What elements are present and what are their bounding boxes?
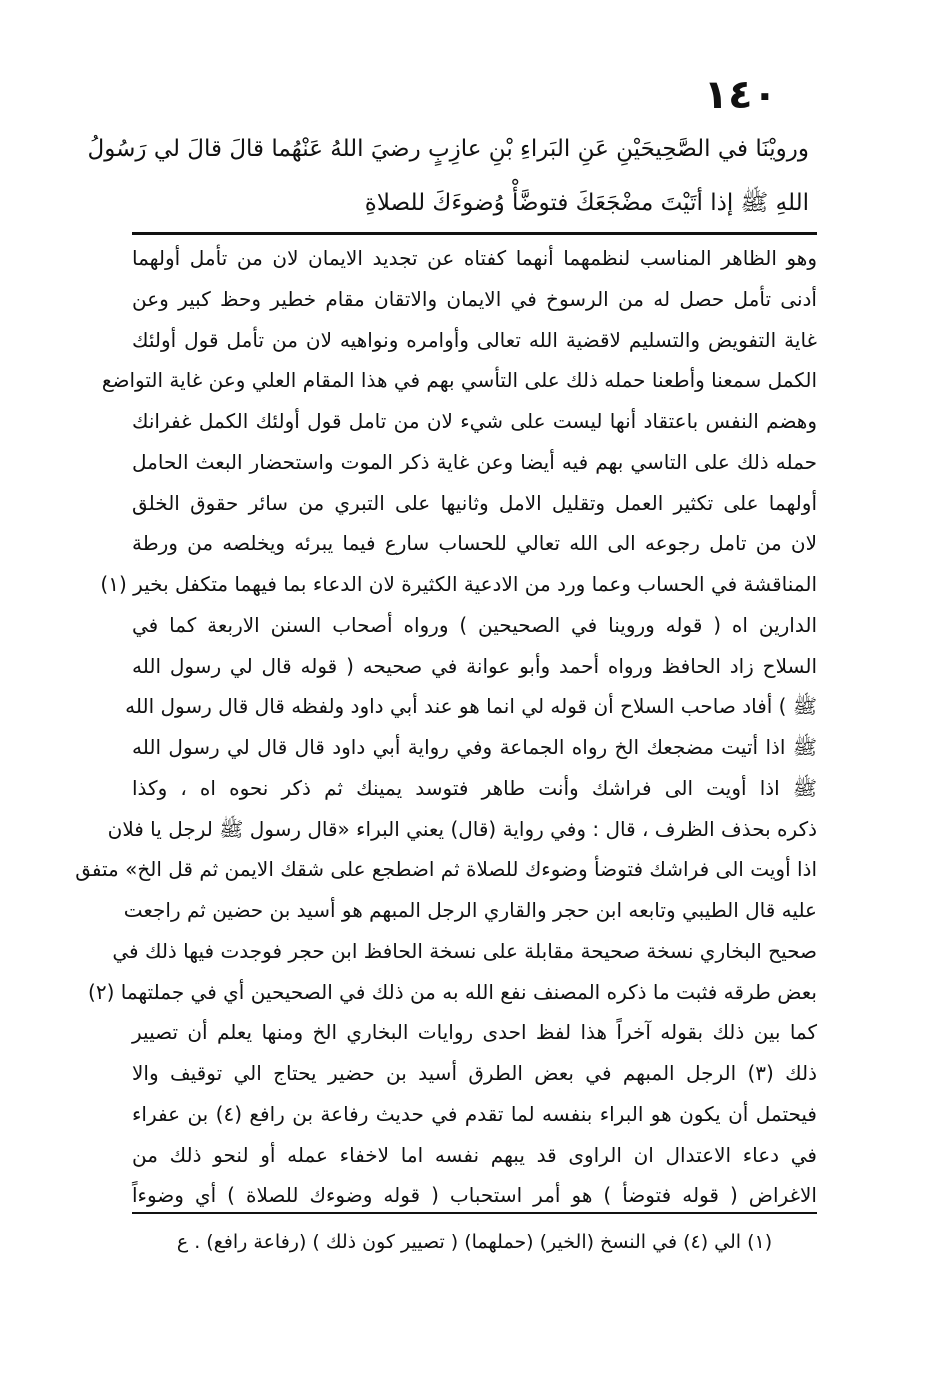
commentary-line: فيحتمل أن يكون هو البراء بنفسه لما تقدم في حديث رفاعة بن رافع (٤) بن عفراء (132, 1101, 817, 1126)
commentary-line: صحيح البخاري نسخة صحيحة مقابلة على نسخة الحافظ ابن حجر فوجدت فيها ذلك في (112, 938, 817, 963)
commentary-text (75, 238, 817, 1216)
commentary-line: ﷺ ) أفاد صاحب السلاح أن قوله لي انما هو عند أبي داود ولفظه قال قال رسول الله (125, 694, 817, 719)
footnote: (١) الي (٤) في النسخ (الخير) (حملهما) ( تصيير كون ذلك ) (رفاعة رافع) . ع (176, 1231, 773, 1253)
commentary-line: ﷺ اذا أتيت مضجعك الخ رواه الجماعة وفي رواية أبي داود قال قال لي رسول الله (132, 735, 817, 759)
main-text (87, 122, 809, 230)
commentary-line: بعض طرقه فثبت ما ذكره المصنف نفع الله به من ذلك في الصحيحين أي في جملتهما (٢) (88, 979, 817, 1004)
main-text-line: ورويْنَا في الصَّحِيحَيْنِ عَنِ البَراءِ بْنِ عازِبٍ رضيَ اللهُ عَنْهُما قالَ قالَ لي رَسُولُ (87, 136, 809, 162)
commentary-line: الدارين اه ( قوله وروينا في الصحيحين ) ورواه أصحاب السنن الاربعة كما في (132, 612, 817, 637)
separator-rule (132, 232, 817, 235)
commentary-line: ذكره بحذف الظرف ، قال : وفي رواية (قال) يعني البراء «قال رسول ﷺ لرجل يا فلان (107, 816, 817, 841)
commentary-line: اذا أويت الى فراشك فتوضأ وضوءك للصلاة ثم اضطجع على شقك الايمن ثم قل الخ» متفق (75, 857, 817, 882)
commentary-line: عليه قال الطيبي وتابعه ابن حجر والقاري الرجل المبهم هو أسيد بن حضين ثم راجعت (123, 898, 817, 922)
commentary-line: المناقشة في الحساب وعما ورد من الادعية الكثيرة لان الدعاء بما فيهما متكفل بخير (١) (100, 572, 817, 596)
commentary-line: وهضم النفس باعتقاد أنها ليست على شيء لان من تامل قول أولئك الكمل غفرانك (132, 409, 817, 433)
commentary-line: غاية التفويض والتسليم لاقضية الله تعالى وأوامره ونواهيه لان من تأمل قول أولئك (132, 327, 817, 352)
main-text-line: اللهِ ﷺ إذا أتَيْتَ مضْجَعَكَ فتوضَّأْ وُضوءَكَ للصلاةِ (364, 190, 809, 216)
commentary-line: ﷺ اذا أويت الى فراشك وأنت طاهر فتوسد يمينك ثم ذكر نحوه اه ، وكذا (132, 775, 817, 800)
commentary-line: حمله ذلك على التاسي بهم فيه أيضا وعن غاية ذكر الموت واستحضار البعث الحامل (132, 449, 817, 474)
commentary-line: الاغراض ( قوله فتوضأ ) هو أمر استحباب ( قوله وضوءك للصلاة ) أي وضوءاً (132, 1183, 817, 1208)
commentary-line: أدنى تأمل حصل له من الرسوخ في الايمان والاتقان مقام خطير وحظ كبير وعن (132, 286, 817, 311)
commentary-line: لان من تامل رجوعه الى الله تعالي للحساب سارع فيما يبرئه ويخلصه من ورطة (132, 531, 817, 556)
commentary-line: في دعاء الاعتدال ان الراوى قد يبهم نفسه اما لاخفاء عمله أو لنحو ذلك من (132, 1142, 817, 1167)
commentary-line: أولهما على تكثير العمل وتقليل الامل وثانيها على التبري من سائر حقوق الخلق (132, 490, 817, 515)
commentary-line: الكمل سمعنا وأطعنا حمله ذلك على التأسي بهم في هذا المقام العلي وعن غاية التواضع (101, 368, 817, 393)
commentary-line: ذلك (٣) الرجل المبهم في بعض الطرق أسيد بن حضير يحتاج الي توقيف والا (132, 1061, 817, 1085)
commentary-line: وهو الظاهر المناسب لنظمهما أنهما كفتاه عن تجديد الايمان لان من تأمل أولهما (132, 246, 817, 270)
page-number: ١٤٠ (703, 72, 777, 118)
commentary-line: السلاح زاد الحافظ ورواه أحمد وأبو عوانة في صحيحه ( قوله قال لي رسول الله (132, 653, 817, 678)
commentary-line: كما بين ذلك بقوله آخراً هذا لفظ احدى روايات البخاري الخ ومنها يعلم أن تصيير (132, 1020, 817, 1045)
footnote-separator (132, 1212, 817, 1214)
